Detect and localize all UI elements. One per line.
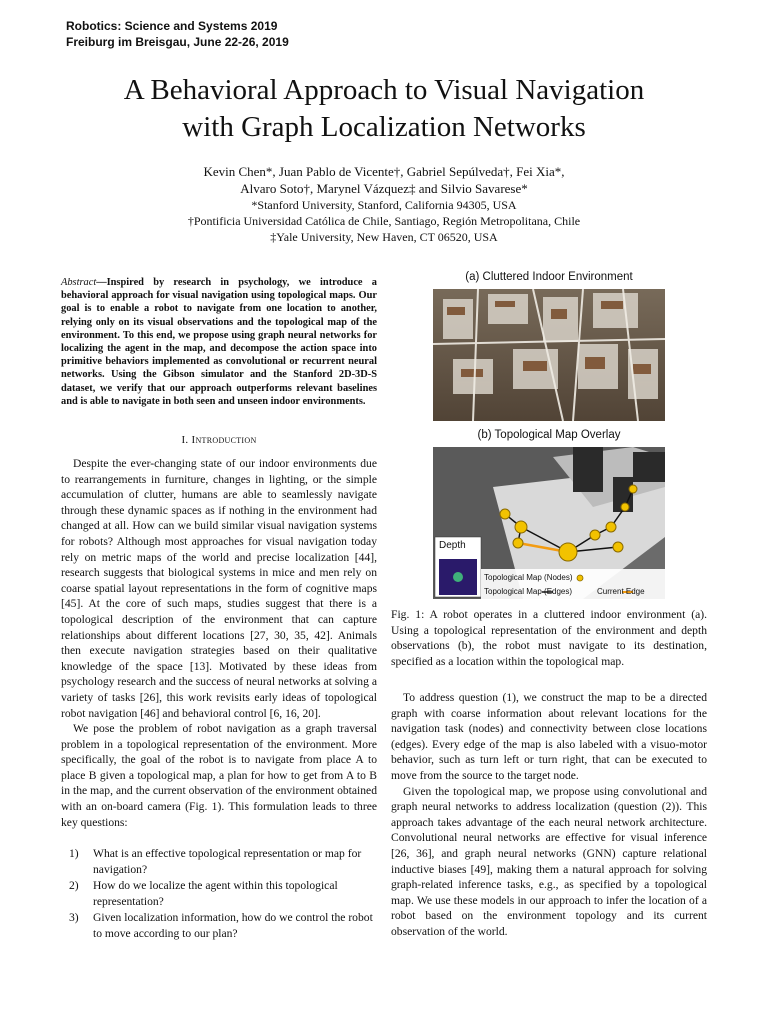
question-list <box>61 846 377 943</box>
figure-label-a: (a) Cluttered Indoor Environment <box>465 271 633 283</box>
introduction-body <box>61 456 377 830</box>
conference-name: Robotics: Science and Systems 2019 <box>66 19 278 33</box>
abstract <box>61 276 377 408</box>
col2-paragraph-2: Given the topological map, we propose using convolutional and graph neural networks to address localization (question (2)). This approach takes advantage of the each neural network architecture. Convolutional neural networks are effective for visual inference [26, 36], and graph neural networks (GNN) capture relational inductive biases [49], making them a natural approach for solving graph-related inference tasks, e.g., as specified by a topological map. We use these models in our approach to infer the location of a robot based on the environment topology and its current observation of the world. <box>391 784 707 938</box>
depth-label: Depth <box>439 540 466 551</box>
abstract-label: Abstract <box>61 277 97 288</box>
question-number: 1) <box>69 847 79 860</box>
authors-line-2: Alvaro Soto†, Marynel Vázquez‡ and Silvio Savarese* <box>240 181 528 196</box>
figure-caption: Fig. 1: A robot operates in a cluttered indoor environment (a). Using a topological representation of the environment and depth observations (b), the robot must navigate to its destination, specified as a location within the topological map. <box>391 608 707 668</box>
title-line-1: A Behavioral Approach to Visual Navigation <box>123 74 645 106</box>
question-number: 3) <box>69 911 79 925</box>
col2-paragraph-1: To address question (1), we construct the map to be a directed graph with coarse information about relevant locations for the navigation task (nodes) and connectivity between close locations (edges). Every edge of the map is also labeled with a visuo-motor behavior, such as turn left or turn right, that can be executed to move from the source to the target node. <box>391 691 707 782</box>
legend-nodes: Topological Map (Nodes) <box>484 573 573 582</box>
affiliation-stanford: *Stanford University, Stanford, California 94305, USA <box>251 198 517 212</box>
authors-line-1: Kevin Chen*, Juan Pablo de Vicente†, Gabriel Sepúlveda†, Fei Xia*, <box>203 164 565 179</box>
question-text: What is an effective topological representation or map for navigation? <box>93 847 362 876</box>
author-list <box>60 163 708 197</box>
intro-paragraph-2: We pose the problem of robot navigation as a graph traversal problem in a topological representation of the environment. More specifically, the goal of the robot is to navigate from place A to place B given a topological map, a plan for how to get from A to B in the map, and the current observation of the environment obtained with an on-board camera (Fig. 1). This formulation leads to three key questions: <box>61 722 377 829</box>
figure-label-b: (b) Topological Map Overlay <box>477 429 621 441</box>
paper-title <box>60 72 708 146</box>
conference-location: Freiburg im Breisgau, June 22-26, 2019 <box>66 35 289 49</box>
conference-header <box>66 18 289 50</box>
question-text: How do we localize the agent within this topological representation? <box>93 879 338 908</box>
column-2-body <box>391 690 707 940</box>
affiliations <box>60 197 708 245</box>
legend-current-edge: Current Edge <box>597 587 645 596</box>
cluttered-environment-image <box>433 289 665 421</box>
title-line-2: with Graph Localization Networks <box>182 111 586 143</box>
section-heading-introduction: I. Introduction <box>181 434 257 446</box>
question-text: Given localization information, how do we control the robot to move according to our plan? <box>93 911 373 940</box>
list-item <box>61 878 377 909</box>
abstract-text: —Inspired by research in psychology, we introduce a behavioral approach for visual navigation using topological maps. Our goal is to enable a robot to navigate from one location to another, relying only on its visual observations and the topological map of the environment. To this end, we propose using graph neural networks for localizing the agent in the map, and decompose the action space into primitive behaviors implemented as convolutional or recurrent neural networks. Using the Gibson simulator and the Stanford 2D-3D-S dataset, we verify that our approach outperforms relevant baselines and is able to navigate in both seen and unseen indoor environments. <box>61 277 377 407</box>
list-item <box>61 910 377 941</box>
question-number: 2) <box>69 879 79 893</box>
legend-edges: Topological Map (Edges) <box>484 587 573 596</box>
list-item <box>61 846 377 877</box>
intro-paragraph-1: Despite the ever-changing state of our indoor environments due to rearrangements in furniture, changes in lighting, or the simple accumulation of clutter, humans are able to seamlessly navigate through these dynamic spaces as if nothing in the environment had changed at all. How can we build similar visual navigation systems for robots? Although most approaches for visual navigation today rely on metric maps of the world and precise localization [44], research suggests that biological systems in mice and men rely on coarse spatial layout representations in the form of cognitive maps [45]. At the core of such maps, studies suggest that there is a topological description of the environment that can capture relationships about different locations [27, 30, 35, 42]. Animals then execute navigation strategies based on their qualitative knowledge of the space [13]. Motivated by these ideas from psychology research and the success of neural networks at solving a variety of tasks [26], this work revisits early ideas of topological robot navigation [46] and behavioral control [6, 16, 20]. <box>61 457 377 720</box>
affiliation-puc: †Pontificia Universidad Católica de Chile, Santiago, Región Metropolitana, Chile <box>187 214 581 228</box>
affiliation-yale: ‡Yale University, New Haven, CT 06520, USA <box>270 230 498 244</box>
